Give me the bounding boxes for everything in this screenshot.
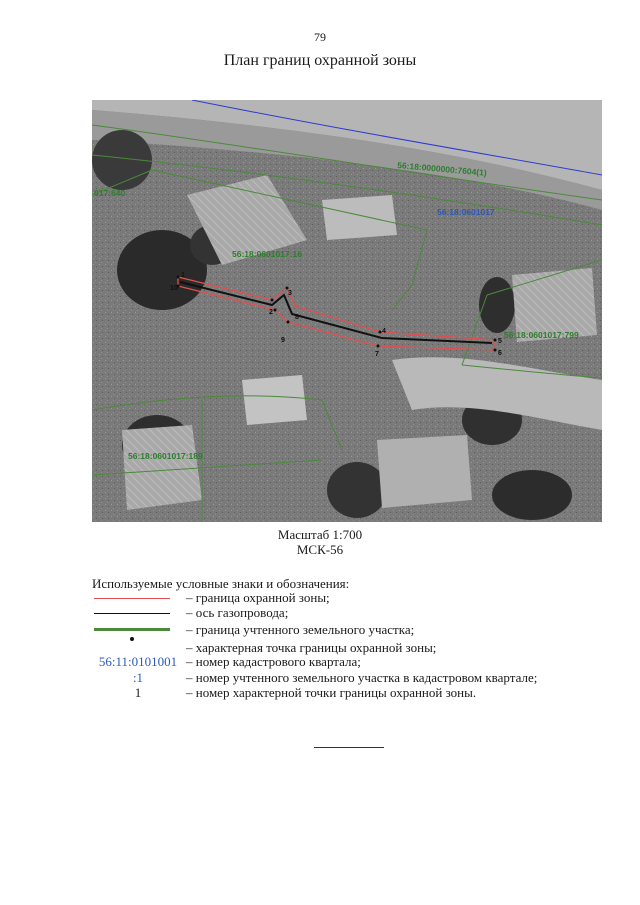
point-label: 5 xyxy=(498,338,502,345)
point-label: 1 xyxy=(181,272,185,279)
legend-item-point-number xyxy=(92,685,612,701)
point-marker-icon xyxy=(130,637,134,641)
map-tree xyxy=(479,277,515,333)
point-label: 4 xyxy=(382,328,386,335)
legend-text: – граница охранной зоны; xyxy=(186,590,330,605)
scale-label: Масштаб 1:700 xyxy=(277,527,363,542)
legend-symbol: 1 xyxy=(134,685,142,700)
page-title: План границ охранной зоны xyxy=(223,52,417,69)
map-tree xyxy=(327,462,387,518)
label-parcel-799: 56:18:0601017:799 xyxy=(504,330,579,340)
map-building xyxy=(377,435,472,508)
point-label: 2 xyxy=(269,309,273,316)
end-divider xyxy=(314,747,384,748)
legend-text: – номер учтенного земельного участка в кадастровом квартале; xyxy=(186,670,538,685)
map-building xyxy=(122,425,202,510)
legend-text: – граница учтенного земельного участка; xyxy=(186,622,415,637)
point-label: 9 xyxy=(281,337,285,344)
map-building xyxy=(322,195,397,240)
label-quarter: 56:18:0601017 xyxy=(437,207,495,217)
legend-text: – характерная точка границы охранной зоны; xyxy=(186,640,437,655)
map-scale xyxy=(0,527,640,557)
map-building xyxy=(242,375,307,425)
point-label: 7 xyxy=(375,351,379,358)
point-label: 3 xyxy=(288,290,292,297)
map-tree xyxy=(492,470,572,520)
point-label: 8 xyxy=(295,314,299,321)
label-parcel-left: 017:640 xyxy=(94,188,126,198)
legend-item-zone-boundary xyxy=(92,590,612,606)
label-road-parcel: 56:18:0000000:7604(1) xyxy=(396,160,488,178)
legend-text: – ось газопровода; xyxy=(186,605,289,620)
legend-item-gas-axis xyxy=(92,605,612,621)
legend-text: – номер кадастрового квартала; xyxy=(186,654,361,669)
point-label: 10 xyxy=(170,285,178,292)
point-label: 6 xyxy=(498,350,502,357)
legend-item-parcel-boundary xyxy=(92,622,612,638)
label-parcel-189: 56:18:0601017:189 xyxy=(128,451,203,461)
map-image xyxy=(92,100,602,522)
legend-symbol: :1 xyxy=(132,670,144,685)
legend-symbol: 56:11:0101001 xyxy=(98,654,178,669)
legend-item-parcel-number xyxy=(92,670,612,686)
page-number: 79 xyxy=(314,30,326,44)
legend-item-cadastral-quarter xyxy=(92,654,612,670)
legend-text: – номер характерной точки границы охранной зоны. xyxy=(186,685,477,700)
label-parcel-16: 56:18:0601017:16 xyxy=(232,249,302,259)
legend-heading: Используемые условные знаки и обозначения: xyxy=(92,576,350,591)
coord-system-label: МСК-56 xyxy=(296,542,344,557)
